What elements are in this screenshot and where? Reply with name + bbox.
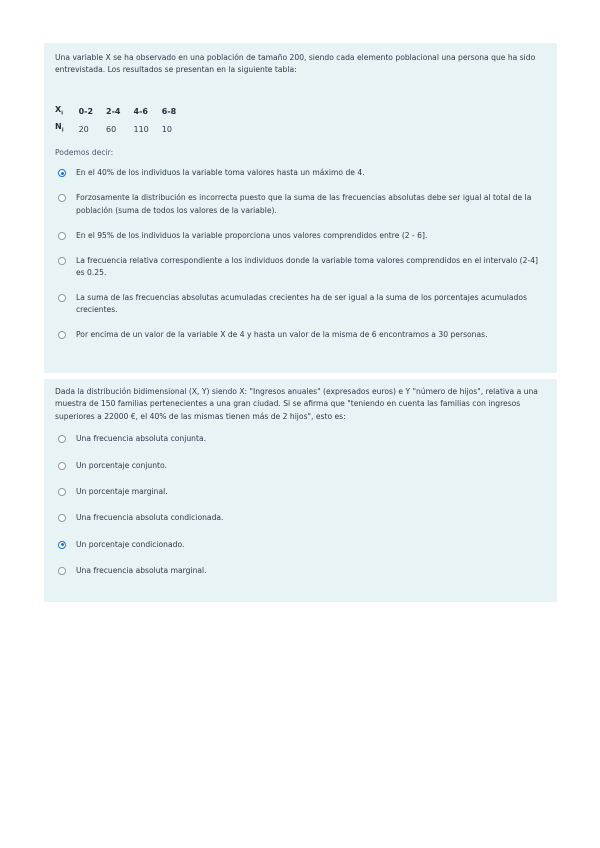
table-cell: 2-4 [106, 107, 121, 117]
answer-label[interactable]: En el 40% de los individuos la variable toma valores hasta un máximo de 4. [76, 168, 365, 178]
question-1-panel [44, 43, 557, 373]
answer-option[interactable] [55, 329, 546, 341]
answer-option[interactable] [55, 192, 546, 217]
table-cell: 60 [106, 124, 117, 134]
radio-button[interactable] [58, 194, 66, 202]
answer-label[interactable]: La suma de las frecuencias absolutas acumuladas crecientes ha de ser igual a la suma de los porcentajes acumulados crecientes. [76, 292, 527, 315]
radio-button[interactable] [58, 294, 66, 302]
answer-option[interactable] [55, 565, 546, 577]
radio-button[interactable] [58, 331, 66, 339]
table-row [55, 120, 189, 138]
table-cell: 20 [78, 124, 89, 134]
answer-option[interactable] [55, 539, 546, 551]
answer-label[interactable]: Una frecuencia absoluta condicionada. [76, 513, 224, 523]
table-row [55, 103, 189, 121]
table-cell: 6-8 [161, 107, 177, 117]
table-cell: 110 [133, 124, 149, 134]
frequency-table [55, 103, 189, 138]
answer-label[interactable]: Una frecuencia absoluta conjunta. [76, 434, 207, 444]
answer-label[interactable]: Forzosamente la distribución es incorrecta puesto que la suma de las frecuencias absolutas debe ser igual al total de la población (suma de todos los valores de la variable). [76, 193, 532, 215]
question-1-answers [55, 167, 546, 341]
answer-label[interactable]: Por encima de un valor de la variable X de 4 y hasta un valor de la misma de 6 encontramos a 30 personas. [76, 330, 488, 340]
answer-option[interactable] [55, 460, 546, 472]
radio-button[interactable] [58, 435, 66, 443]
radio-button[interactable] [58, 169, 66, 177]
table-cell: 4-6 [133, 107, 148, 117]
answer-label[interactable]: Una frecuencia absoluta marginal. [76, 566, 207, 576]
radio-button[interactable] [58, 488, 66, 496]
question-2-panel [44, 379, 557, 602]
table-cell: 0-2 [78, 107, 94, 117]
radio-button[interactable] [58, 462, 66, 470]
question-2-answers [55, 433, 546, 577]
radio-button[interactable] [58, 567, 66, 575]
answer-label[interactable]: Un porcentaje conjunto. [76, 460, 167, 470]
question-2-text: Dada la distribución bidimensional (X, Y) siendo X: "Ingresos anuales" (expresados euros) e Y "número de hijos", relativa a una muestra de 150 familias pertenecientes a una gran ciudad. Si se afirma que "teniendo en cuenta las familias con ingresos superiores a 22000 €, el 40% de las mismas tienen más de 2 hijos", esto es: [55, 387, 538, 421]
answer-option[interactable] [55, 230, 546, 242]
answer-option[interactable] [55, 255, 546, 280]
answer-option[interactable] [55, 512, 546, 524]
answer-label[interactable]: La frecuencia relativa correspondiente a los individuos donde la variable toma valores comprendidos en el intervalo (2-4] es 0.25. [76, 255, 538, 277]
radio-button[interactable] [58, 232, 66, 240]
n-label-cell: $N_i$ [55, 122, 64, 134]
answer-option[interactable] [55, 433, 546, 445]
answer-label[interactable]: Un porcentaje condicionado. [76, 539, 185, 549]
radio-button[interactable] [58, 541, 66, 549]
answer-option[interactable] [55, 292, 546, 317]
answer-option[interactable] [55, 486, 546, 498]
radio-button[interactable] [58, 257, 66, 265]
answer-label[interactable]: En el 95% de los individuos la variable proporciona unos valores comprendidos entre (2 - 6]. [76, 230, 428, 240]
table-cell: 10 [161, 124, 172, 134]
question-1-text: Una variable X se ha observado en una población de tamaño 200, siendo cada elemento poblacional una persona que ha sido entrevistada. Los resultados se presentan en la siguiente tabla: [55, 53, 536, 75]
question-1-prompt: Podemos decir: [55, 148, 114, 157]
x-label-cell: $X_i$ [55, 104, 64, 117]
radio-button[interactable] [58, 514, 66, 522]
answer-option[interactable] [55, 167, 546, 179]
answer-label[interactable]: Un porcentaje marginal. [76, 487, 168, 497]
